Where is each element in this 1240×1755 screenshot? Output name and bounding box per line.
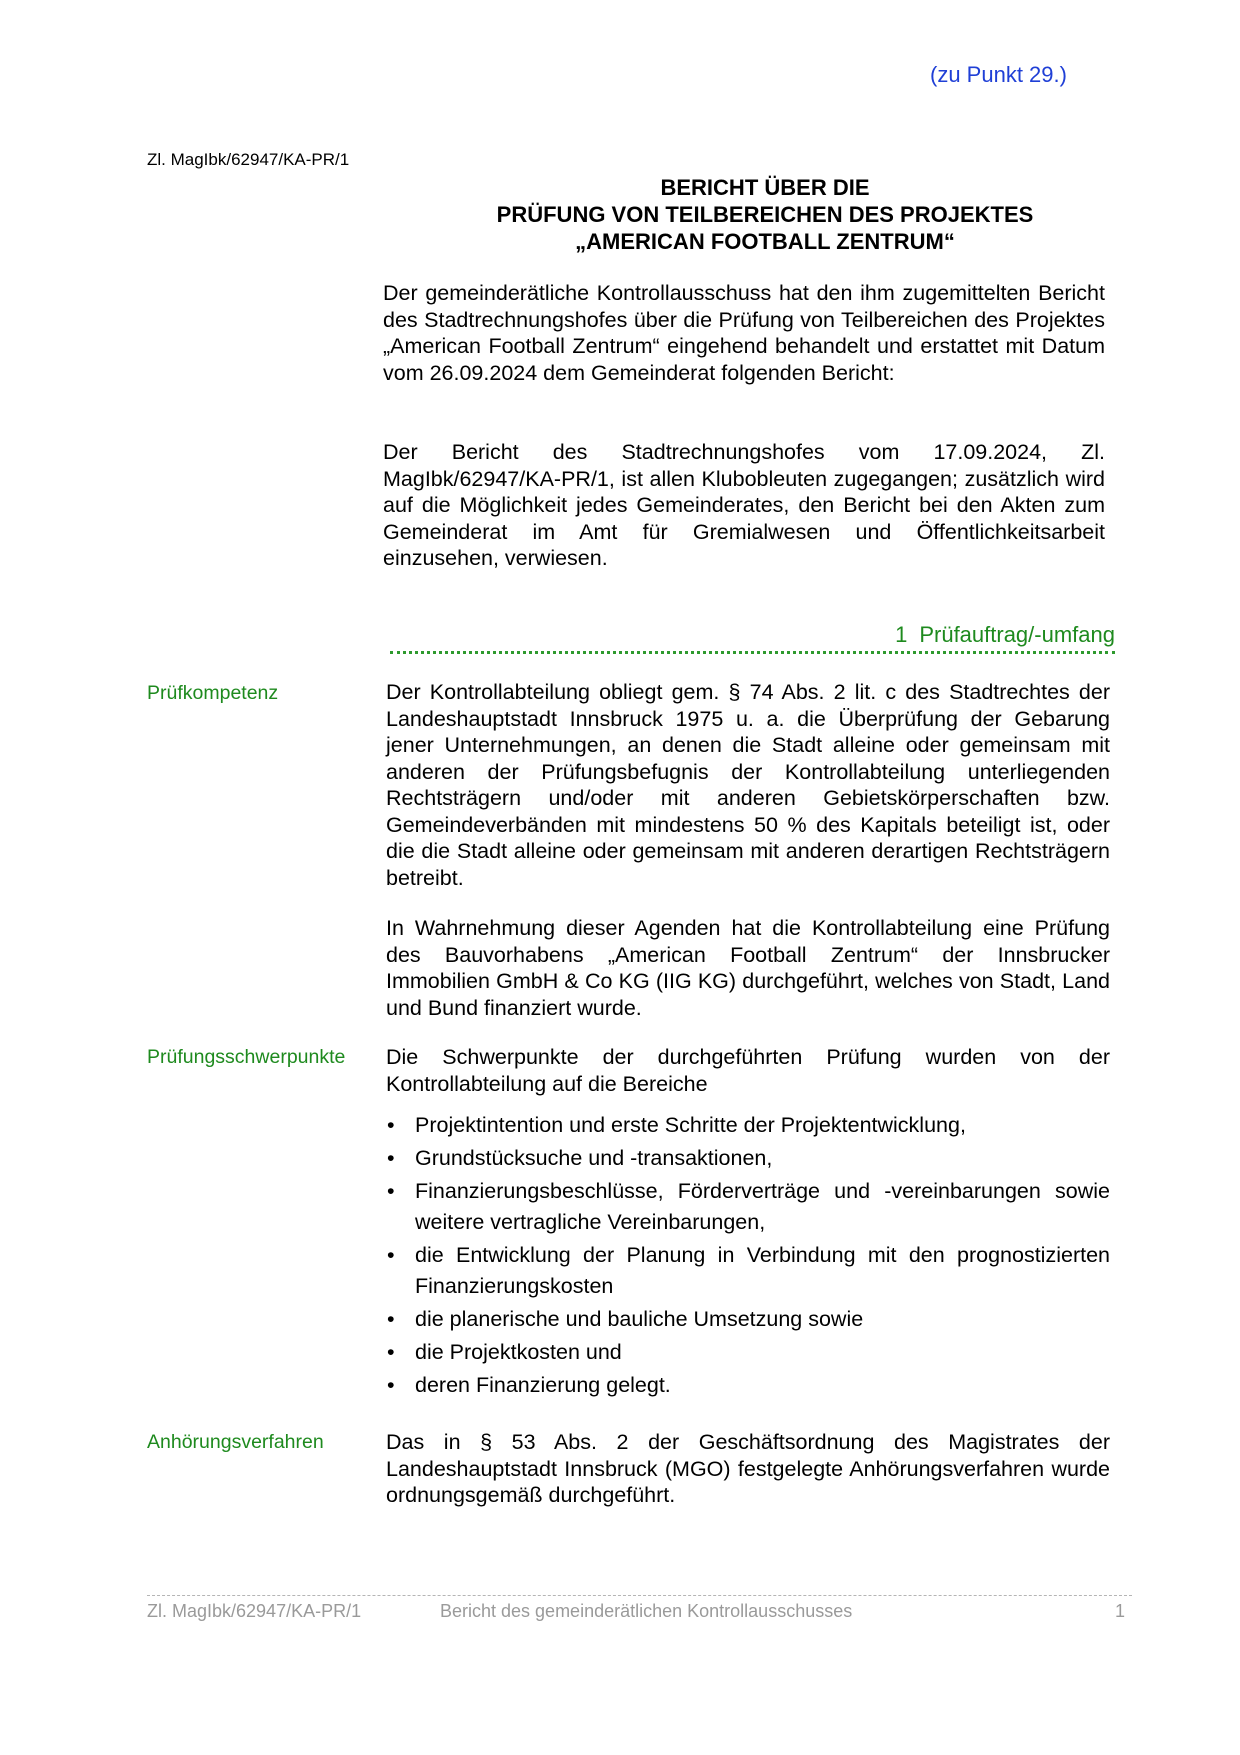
anhoerung-text: Das in § 53 Abs. 2 der Geschäftsordnung des Magistrates der Landeshauptstadt Innsbruck (MGO) festgelegte Anhörungsverfahren wurde ordnungsgemäß durchgeführt.: [386, 1430, 1110, 1507]
intro-paragraph-1: Der gemeinderätliche Kontrollausschuss hat den ihm zugemittelten Bericht des Stadtrechnungshofes über die Prüfung von Teilbereichen des Projektes „American Football Zentrum“ eingehend behandelt und erstattet mit Datum vom 26.09.2024 dem Gemeinderat folgenden Bericht:: [383, 281, 1105, 385]
list-item: • deren Finanzierung gelegt.: [386, 1370, 1110, 1401]
intro-paragraph-2: Der Bericht des Stadtrechnungshofes vom 17.09.2024, Zl. MagIbk/62947/KA-PR/1, ist allen Klubobleuten zugegangen; zusätzlich wird auf die Möglichkeit jedes Gemeinderates, den Bericht bei den Akten zum Gemeinderat im Amt für Gremialwesen und Öffentlichkeitsarbeit einzusehen, verwiesen.: [383, 440, 1105, 570]
agenda-item-label: (zu Punkt 29.): [930, 62, 1067, 87]
margin-label-pruefkompetenz: Prüfkompetenz: [147, 682, 279, 704]
bullet-icon: •: [387, 1146, 395, 1170]
footer-divider: [147, 1595, 1132, 1596]
section-title: Prüfauftrag/-umfang: [919, 622, 1115, 647]
list-item: • die Entwicklung der Planung in Verbindung mit den prognostizierten Finanzierungskosten: [386, 1240, 1110, 1302]
bullet-icon: •: [387, 1307, 395, 1331]
bullet-icon: •: [387, 1340, 395, 1364]
list-item: • Projektintention und erste Schritte der Projektentwicklung,: [386, 1110, 1110, 1141]
schwerpunkte-list: [386, 1110, 1110, 1403]
schwerpunkte-intro: Die Schwerpunkte der durchgeführten Prüfung wurden von der Kontrollabteilung auf die Bereiche: [386, 1045, 1110, 1096]
bullet-icon: •: [387, 1243, 395, 1267]
bullet-icon: •: [387, 1113, 395, 1137]
bullet-icon: •: [387, 1179, 395, 1203]
page-number: 1: [1115, 1601, 1126, 1621]
section-number: 1: [895, 622, 908, 647]
bullet-icon: •: [387, 1373, 395, 1397]
report-title: [370, 174, 1160, 255]
list-item: • die Projektkosten und: [386, 1337, 1110, 1368]
reference-number: Zl. MagIbk/62947/KA-PR/1: [147, 150, 350, 169]
margin-label-anhoerung: Anhörungsverfahren: [147, 1431, 324, 1453]
list-item: • die planerische und bauliche Umsetzung sowie: [386, 1304, 1110, 1335]
title-line-3: „AMERICAN FOOTBALL ZENTRUM“: [575, 229, 955, 254]
margin-label-schwerpunkte: Prüfungsschwerpunkte: [147, 1046, 346, 1068]
list-item: • Finanzierungsbeschlüsse, Förderverträge und -vereinbarungen sowie weitere vertragliche Vereinbarungen,: [386, 1176, 1110, 1238]
wahrnehmung-text: In Wahrnehmung dieser Agenden hat die Kontrollabteilung eine Prüfung des Bauvorhabens „American Football Zentrum“ der Innsbrucker Immobilien GmbH & Co KG (IIG KG) durchgeführt, welches von Stadt, Land und Bund finanziert wurde.: [386, 916, 1110, 1020]
section-heading: [390, 622, 1115, 648]
pruefkompetenz-text: Der Kontrollabteilung obliegt gem. § 74 Abs. 2 lit. c des Stadtrechtes der Landeshauptstadt Innsbruck 1975 u. a. die Überprüfung der Gebarung jener Unternehmungen, an denen die Stadt alleine oder gemeinsam mit anderen der Prüfungsbefugnis der Kontrollabteilung unterliegenden Rechtsträgern und/oder mit anderen Gebietskörperschaften bzw. Gemeindeverbänden mit mindestens 50 % des Kapitals beteiligt ist, oder die die Stadt alleine oder gemeinsam mit anderen derartigen Rechtsträgern betreibt.: [386, 680, 1110, 890]
footer-reference: Zl. MagIbk/62947/KA-PR/1: [147, 1601, 362, 1621]
footer-title: Bericht des gemeinderätlichen Kontrollausschusses: [440, 1601, 853, 1621]
section-divider: [390, 651, 1115, 654]
title-line-1: BERICHT ÜBER DIE: [660, 175, 870, 200]
list-item: • Grundstücksuche und -transaktionen,: [386, 1143, 1110, 1174]
title-line-2: PRÜFUNG VON TEILBEREICHEN DES PROJEKTES: [496, 202, 1034, 227]
